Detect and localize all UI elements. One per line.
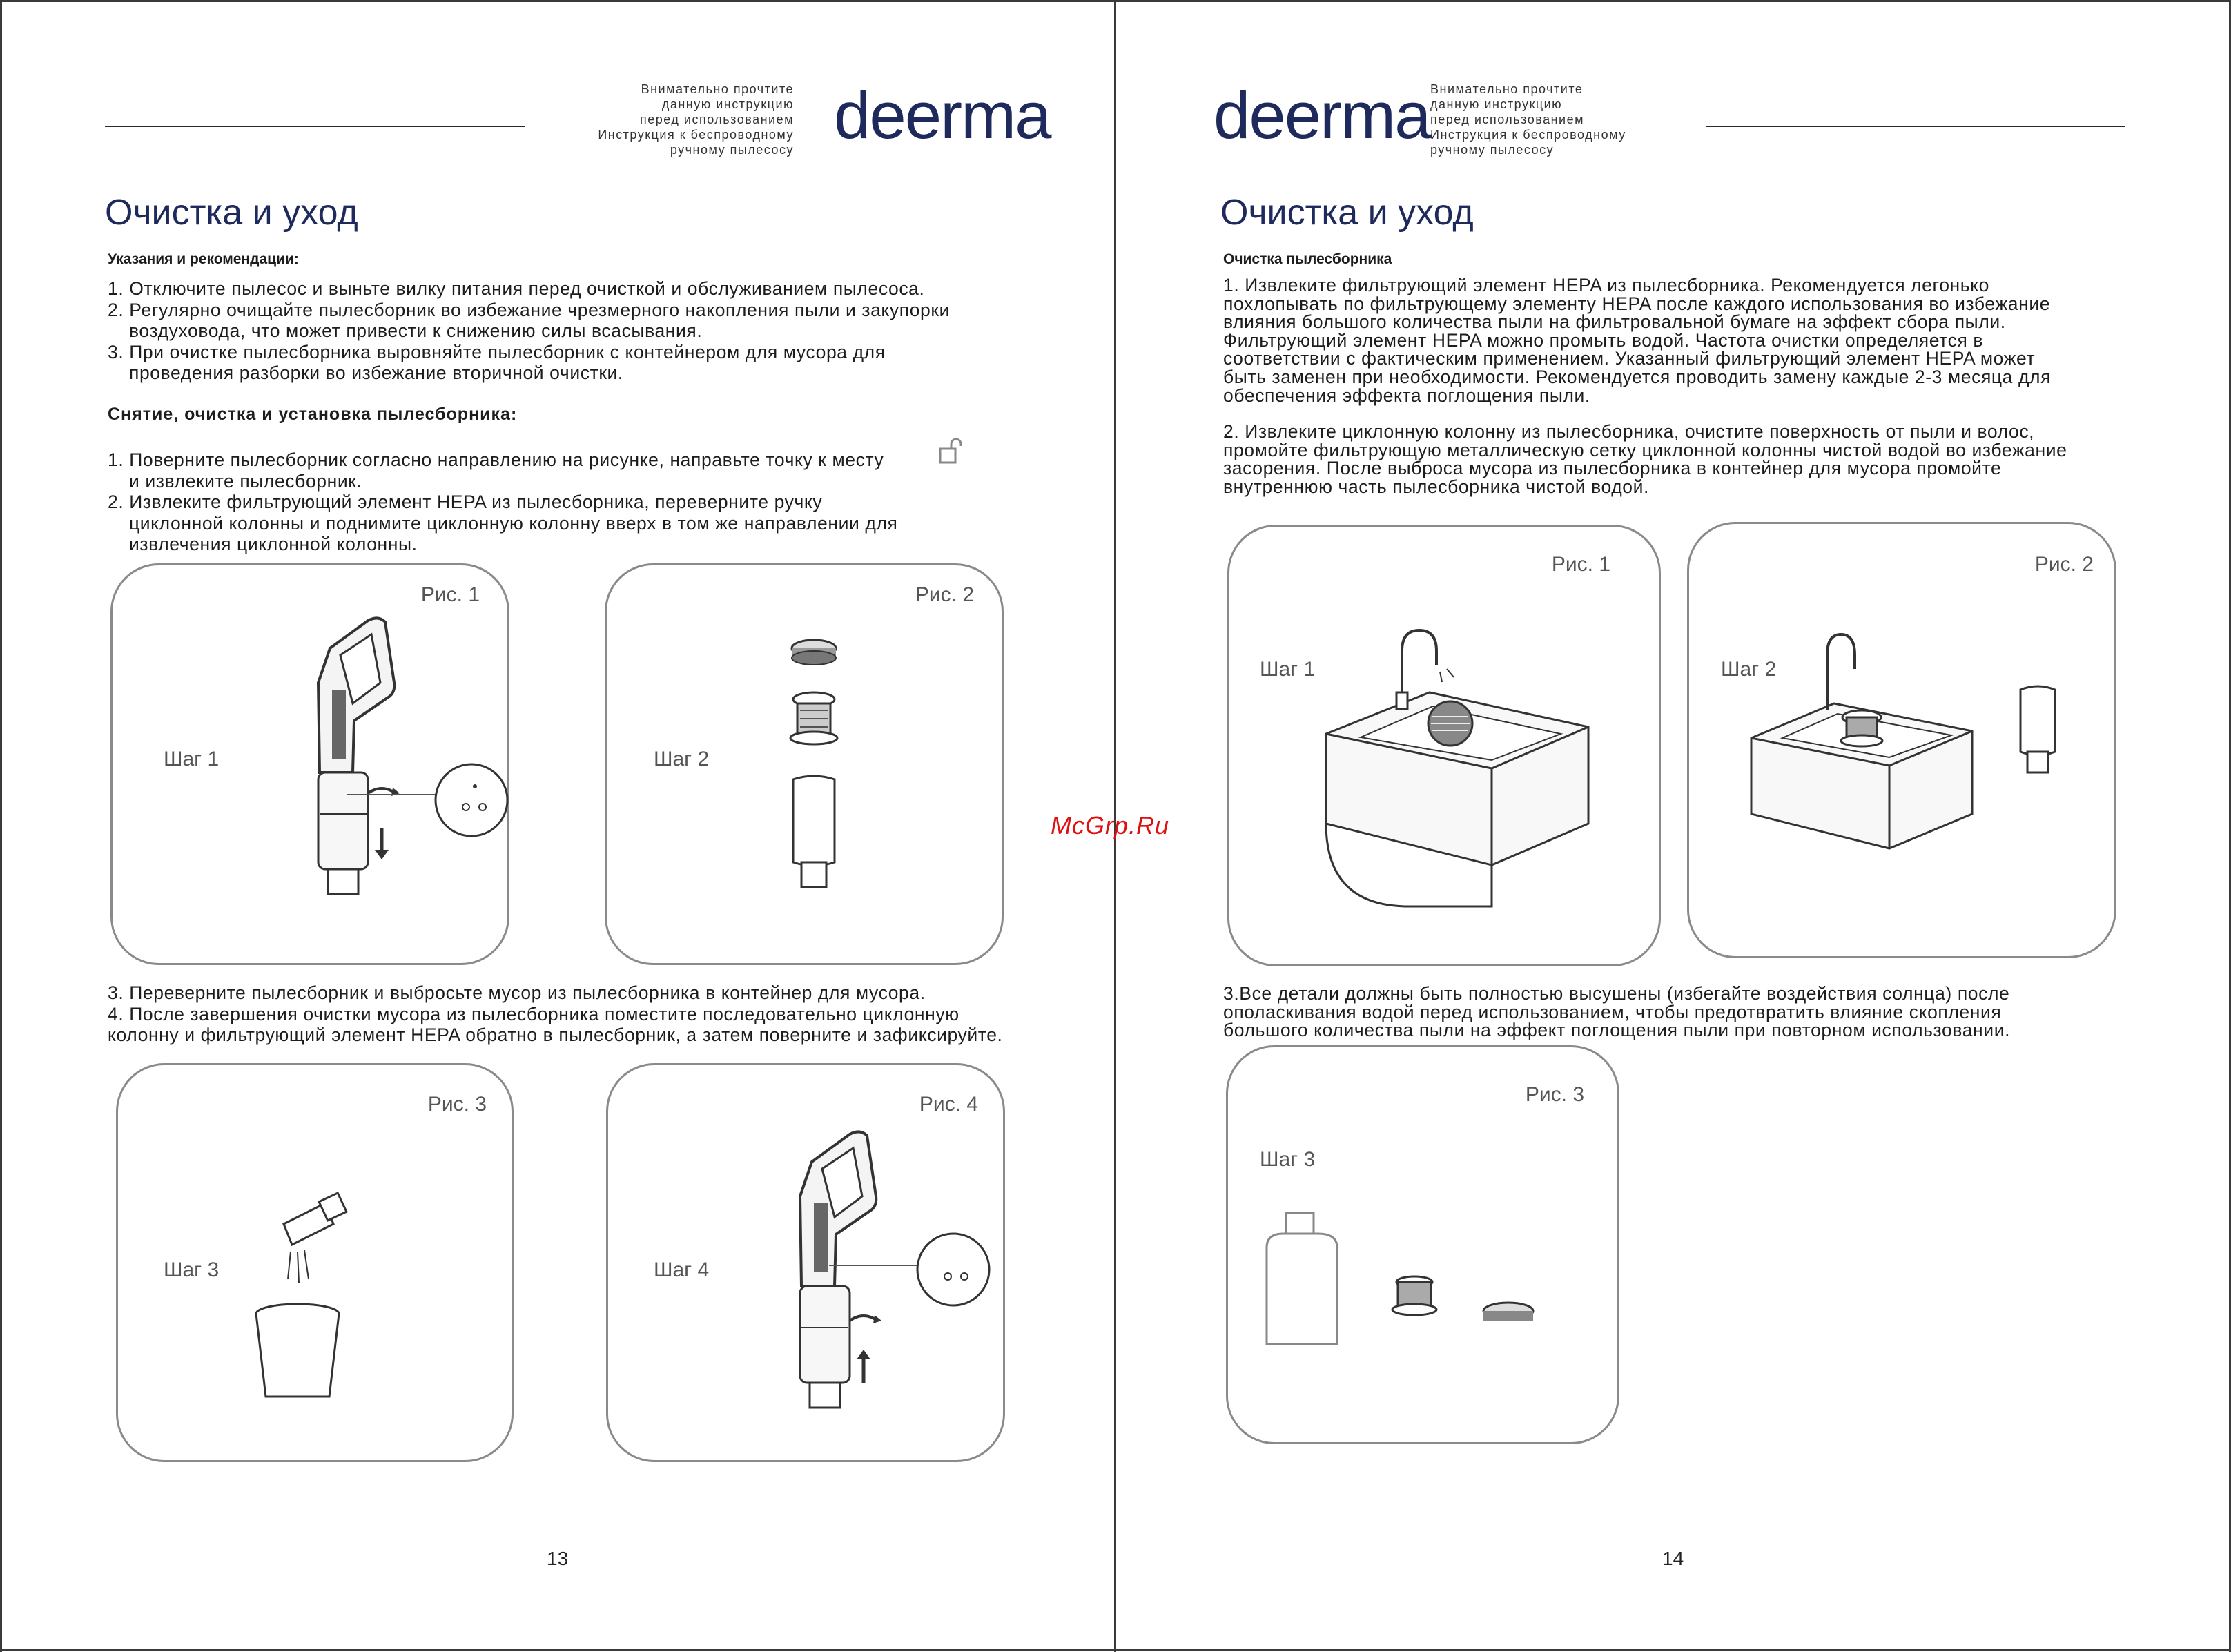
figure-1-right xyxy=(1227,525,1661,966)
step-label: Шаг 2 xyxy=(654,748,710,770)
figure-2-left xyxy=(605,563,1004,965)
para-3: 3.Все детали должны быть полностью высушены (избегайте воздействия солнца) после ополаскивания водой перед использованием, чтобы предотвратить влияние скопления большого количества пыли на эффект поглощения пыли при повторном использовании. xyxy=(1223,983,2011,1041)
page-border-bottom xyxy=(0,1649,2231,1651)
brand-logo-left: deerma xyxy=(834,79,1051,153)
page-number-left: 13 xyxy=(547,1548,569,1569)
tips-list xyxy=(108,278,950,384)
page-number-right: 14 xyxy=(1662,1548,1684,1569)
figure-4-left xyxy=(606,1063,1005,1462)
list-item: 2. Регулярно очищайте пылесборник во избежание чрезмерного накопления пыли и закупорки xyxy=(108,299,950,320)
step-label: Шаг 1 xyxy=(164,748,220,770)
page-title-right: Очистка и уход xyxy=(1220,193,1474,233)
list-item: 3. При очистке пылесборника выровняйте пылесборник с контейнером для мусора для xyxy=(108,341,886,362)
list-item: 1. Поверните пылесборник согласно направлению на рисунке, направьте точку к месту xyxy=(108,449,884,470)
figure-3-right xyxy=(1226,1045,1619,1444)
list-item: и извлеките пылесборник. xyxy=(129,470,362,492)
figure-label: Рис. 1 xyxy=(1551,553,1610,576)
tips-heading: Указания и рекомендации: xyxy=(108,251,299,267)
header-rule-right xyxy=(1706,126,2125,127)
sink-illustration xyxy=(1744,614,2089,917)
para-2: 2. Извлеките циклонную колонну из пылесборника, очистите поверхность от пыли и волос, промойте фильтрующую металлическую сетку циклонной колонны чистой водой во избежание засорения. После выброса мусора из пылесборника в контейнер для мусора промойте внутреннюю часть пылесборника чистой водой. xyxy=(1223,421,2067,497)
list-item: извлечения циклонной колонны. xyxy=(129,534,418,554)
step-label: Шаг 3 xyxy=(1260,1148,1316,1171)
dried-parts-illustration xyxy=(1263,1206,1594,1358)
removal-heading: Снятие, очистка и установка пылесборника: xyxy=(108,405,518,424)
cleaning-heading: Очистка пылесборника xyxy=(1223,251,1392,267)
page-border-top xyxy=(0,0,2231,2)
step-label: Шаг 2 xyxy=(1721,658,1777,681)
page-title-left: Очистка и уход xyxy=(105,193,358,233)
para-1: 1. Извлеките фильтрующий элемент HEPA из пылесборника. Рекомендуется легонько похлопывать по фильтрующему элементу HEPA после каждого использования во избежание влияния большого количества пыли на фильтровальной бумаге на эффект сбора пыли. Фильтрующий элемент HEPA можно промыть водой. Частота очистки определяется в соответствии с фактическим применением. Указанный фильтрующий элемент HEPA может быть заменен при необходимости. Рекомендуется проводить замену каждые 2-3 месяца для обеспечения эффекта поглощения пыли. xyxy=(1223,275,2052,406)
figure-label: Рис. 4 xyxy=(919,1093,978,1116)
figure-2-right xyxy=(1687,522,2116,958)
steps-3-4 xyxy=(108,982,1003,1046)
figure-1-left xyxy=(110,563,509,965)
list-item: колонну и фильтрующий элемент HEPA обратно в пылесборник, а затем поверните и зафиксируйте. xyxy=(108,1024,1003,1045)
figure-label: Рис. 2 xyxy=(915,583,974,606)
page-border-left xyxy=(0,0,2,1652)
header-rule-left xyxy=(105,126,525,127)
figure-label: Рис. 1 xyxy=(420,583,480,606)
removal-steps xyxy=(108,449,897,555)
figure-label: Рис. 3 xyxy=(1525,1083,1584,1106)
figure-label: Рис. 3 xyxy=(427,1093,487,1116)
filter-parts-illustration xyxy=(766,634,862,911)
list-item: циклонной колонны и поднимите циклонную колонну вверх в том же направлении для xyxy=(129,512,898,534)
cup-illustration xyxy=(256,1169,394,1403)
list-item: 2. Извлеките фильтрующий элемент HEPA из пылесборника, переверните ручку xyxy=(108,492,823,512)
list-item: проведения разборки во избежание вторичной очистки. xyxy=(129,362,623,383)
figure-3-left xyxy=(116,1063,514,1462)
vacuum-illustration xyxy=(264,607,492,897)
list-item: воздуховода, что может привести к снижению силы всасывания. xyxy=(129,320,703,341)
header-note-right: Внимательно прочтите данную инструкцию перед использованием Инструкция к беспроводному ручному пылесосу xyxy=(1430,82,1626,157)
list-item: 4. После завершения очистки мусора из пылесборника поместите последовательно циклонную xyxy=(108,1003,959,1024)
step-label: Шаг 1 xyxy=(1260,658,1316,681)
watermark: McGrp.Ru xyxy=(1051,811,1170,839)
list-item: 3. Переверните пылесборник и выбросьте мусор из пылесборника в контейнер для мусора. xyxy=(108,982,926,1003)
vacuum-illustration xyxy=(746,1120,974,1410)
step-label: Шаг 3 xyxy=(164,1259,220,1281)
brand-logo-right: deerma xyxy=(1214,79,1430,153)
unlock-icon xyxy=(939,438,966,465)
sink-illustration xyxy=(1312,616,1602,920)
list-item: 1. Отключите пылесос и выньте вилку питания перед очисткой и обслуживанием пылесоса. xyxy=(108,278,925,299)
step-label: Шаг 4 xyxy=(654,1259,710,1281)
figure-label: Рис. 2 xyxy=(2034,553,2094,576)
header-note-left: Внимательно прочтите данную инструкцию перед использованием Инструкция к беспроводному ручному пылесосу xyxy=(598,82,794,157)
